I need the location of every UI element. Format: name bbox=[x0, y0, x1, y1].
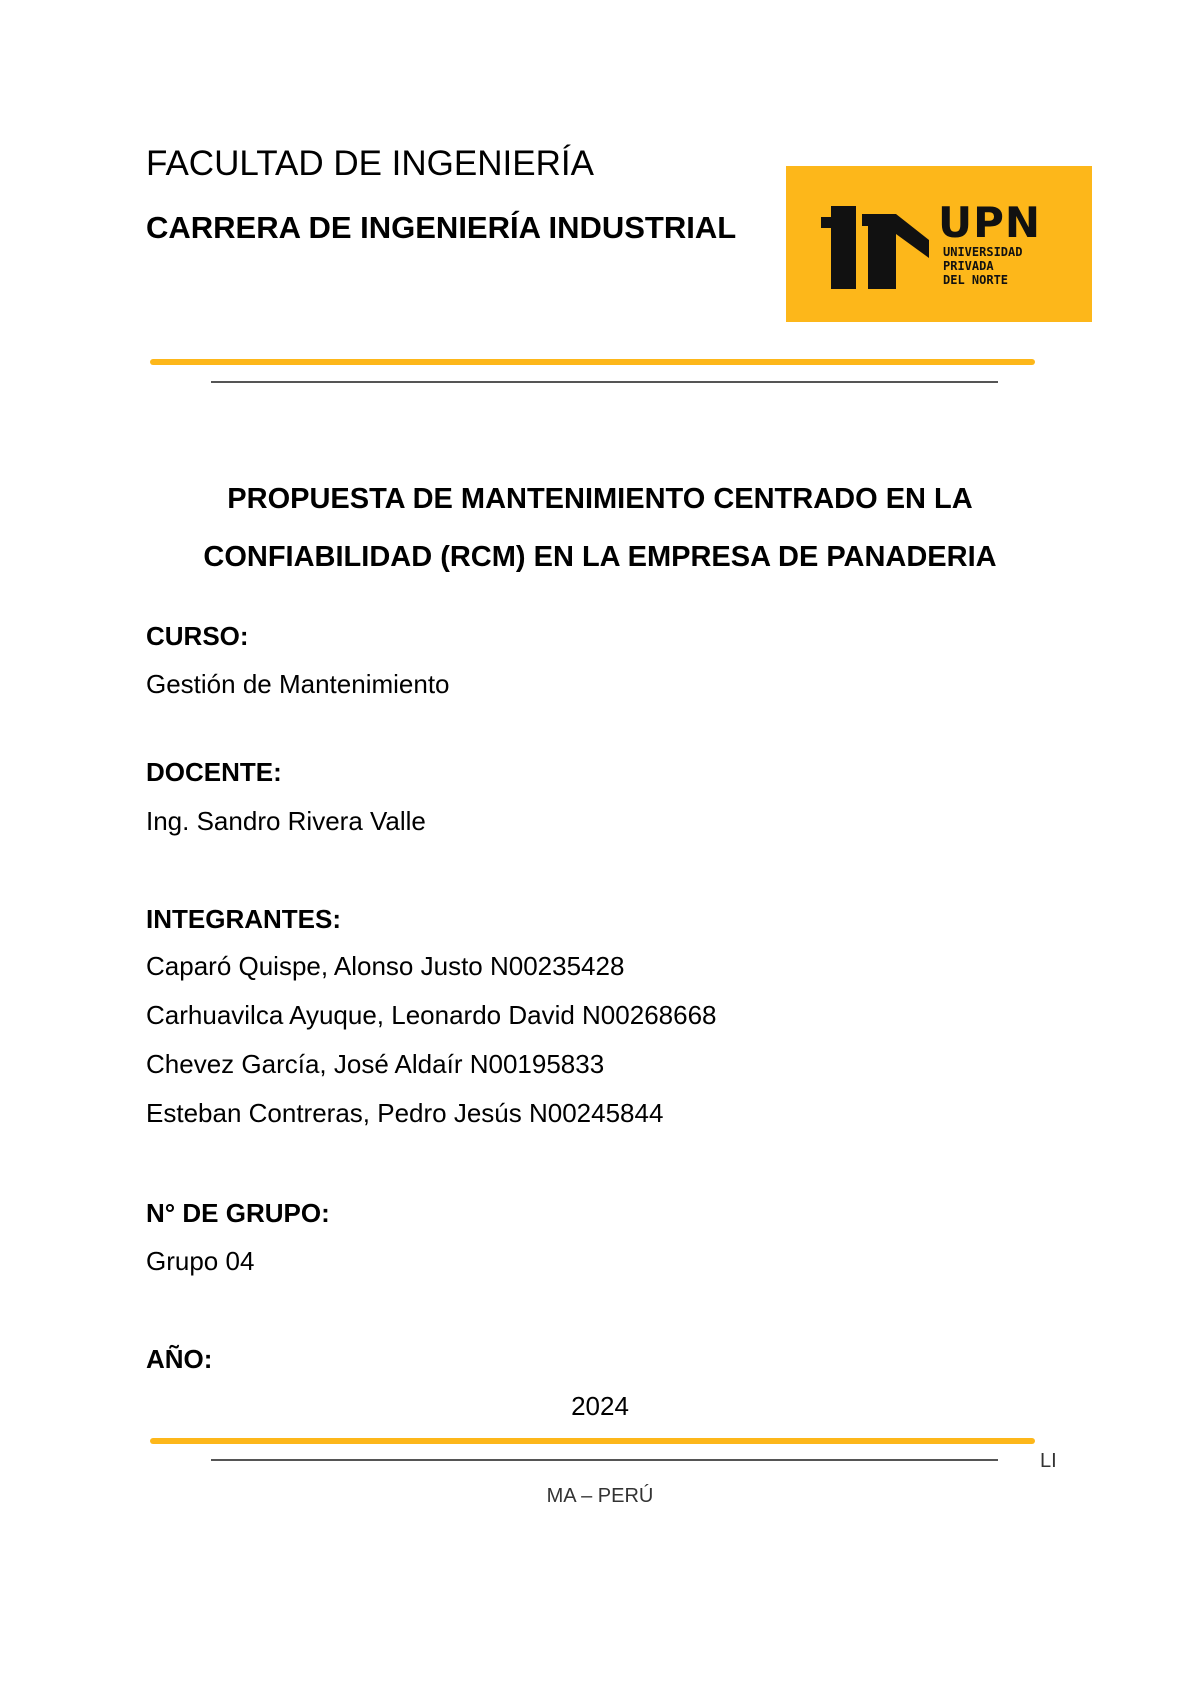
title-line-1: PROPUESTA DE MANTENIMIENTO CENTRADO EN LA bbox=[227, 483, 973, 515]
logo-wordmark: UPN bbox=[938, 198, 1042, 247]
career-title: CARRERA DE INGENIERÍA INDUSTRIAL bbox=[146, 210, 737, 245]
course-label: CURSO: bbox=[146, 621, 249, 651]
logo-line-3: DEL NORTE bbox=[943, 273, 1009, 287]
member-item: Chevez García, José Aldaír N00195833 bbox=[146, 1049, 605, 1079]
top-gray-rule bbox=[211, 381, 998, 383]
member-item: Carhuavilca Ayuque, Leonardo David N00268668 bbox=[146, 1000, 717, 1030]
footer-city-part-1: LI bbox=[1040, 1450, 1057, 1472]
group-label: N° DE GRUPO: bbox=[146, 1198, 330, 1228]
upn-logo bbox=[786, 166, 1092, 322]
bottom-gold-rule bbox=[150, 1438, 1035, 1444]
member-item: Esteban Contreras, Pedro Jesús N00245844 bbox=[146, 1098, 664, 1128]
bottom-gray-rule bbox=[211, 1459, 998, 1461]
course-value: Gestión de Mantenimiento bbox=[146, 669, 450, 699]
year-value: 2024 bbox=[571, 1391, 629, 1421]
teacher-label: DOCENTE: bbox=[146, 757, 282, 787]
top-gold-rule bbox=[150, 359, 1035, 365]
faculty-title: FACULTAD DE INGENIERÍA bbox=[146, 144, 594, 183]
title-line-2: CONFIABILIDAD (RCM) EN LA EMPRESA DE PANADERIA bbox=[203, 541, 997, 573]
member-item: Caparó Quispe, Alonso Justo N00235428 bbox=[146, 951, 625, 981]
logo-line-1: UNIVERSIDAD bbox=[943, 245, 1023, 259]
group-value: Grupo 04 bbox=[146, 1246, 255, 1276]
members-list bbox=[146, 950, 717, 1146]
teacher-value: Ing. Sandro Rivera Valle bbox=[146, 806, 426, 836]
document-title bbox=[100, 470, 1100, 586]
logo-line-2: PRIVADA bbox=[943, 259, 994, 273]
footer-city-part-2: MA – PERÚ bbox=[546, 1485, 654, 1507]
year-label: AÑO: bbox=[146, 1344, 213, 1374]
members-label: INTEGRANTES: bbox=[146, 904, 341, 934]
